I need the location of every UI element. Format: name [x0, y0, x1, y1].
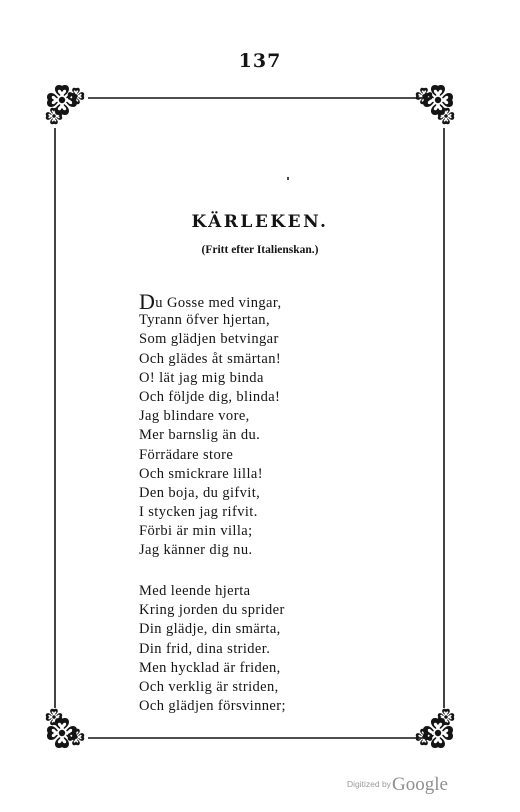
drop-initial: D	[139, 289, 156, 314]
verse-line: Men hycklad är friden,	[139, 659, 281, 676]
verse-line: Jag känner dig nu.	[139, 542, 253, 559]
verse-line: Tyrann öfver hjertan,	[139, 312, 270, 329]
verse-line-text: u Gosse med vingar,	[155, 295, 282, 311]
verse-line: Som glädjen betvingar	[139, 331, 279, 348]
verse-line: Mer barnslig än du.	[139, 427, 261, 444]
verse-line: Med leende hjerta	[139, 583, 251, 599]
corner-ornament-bottom-right	[416, 709, 455, 748]
verse-line: Och smickrare lilla!	[139, 465, 263, 482]
corner-ornament-top-left	[46, 85, 85, 124]
verse-line: Kring jorden du sprider	[139, 602, 285, 619]
verse-line: I stycken jag rifvit.	[139, 504, 258, 521]
verse-line	[139, 289, 282, 314]
corner-ornament-bottom-left	[46, 709, 85, 748]
verse-line: Din glädje, din smärta,	[139, 621, 281, 638]
verse-line: Förrädare store	[139, 446, 234, 463]
verse-line: Den boja, du gifvit,	[139, 484, 261, 501]
corner-ornament-top-right	[416, 85, 455, 124]
digitized-by-label: Digitized by	[347, 779, 391, 789]
google-logo: Google	[392, 774, 448, 795]
stanza-2	[139, 582, 286, 716]
page-number: 137	[238, 50, 282, 72]
verse-line: Och verklig är striden,	[139, 678, 279, 695]
verse-line: O! lät jag mig binda	[139, 369, 264, 386]
ink-speck	[287, 177, 289, 180]
stanza-1	[139, 289, 282, 561]
poem-title: KÄRLEKEN.	[191, 212, 329, 232]
verse-line: Och glädjen försvinner;	[139, 698, 286, 715]
verse-line: Förbi är min villa;	[139, 523, 253, 540]
poem-subtitle: (Fritt efter Italienskan.)	[201, 244, 319, 256]
verse-line: Din frid, dina strider.	[139, 640, 271, 657]
verse-line: Och glädes åt smärtan!	[139, 350, 282, 367]
verse-line: Och följde dig, blinda!	[139, 388, 281, 405]
verse-line: Jag blindare vore,	[139, 408, 250, 425]
